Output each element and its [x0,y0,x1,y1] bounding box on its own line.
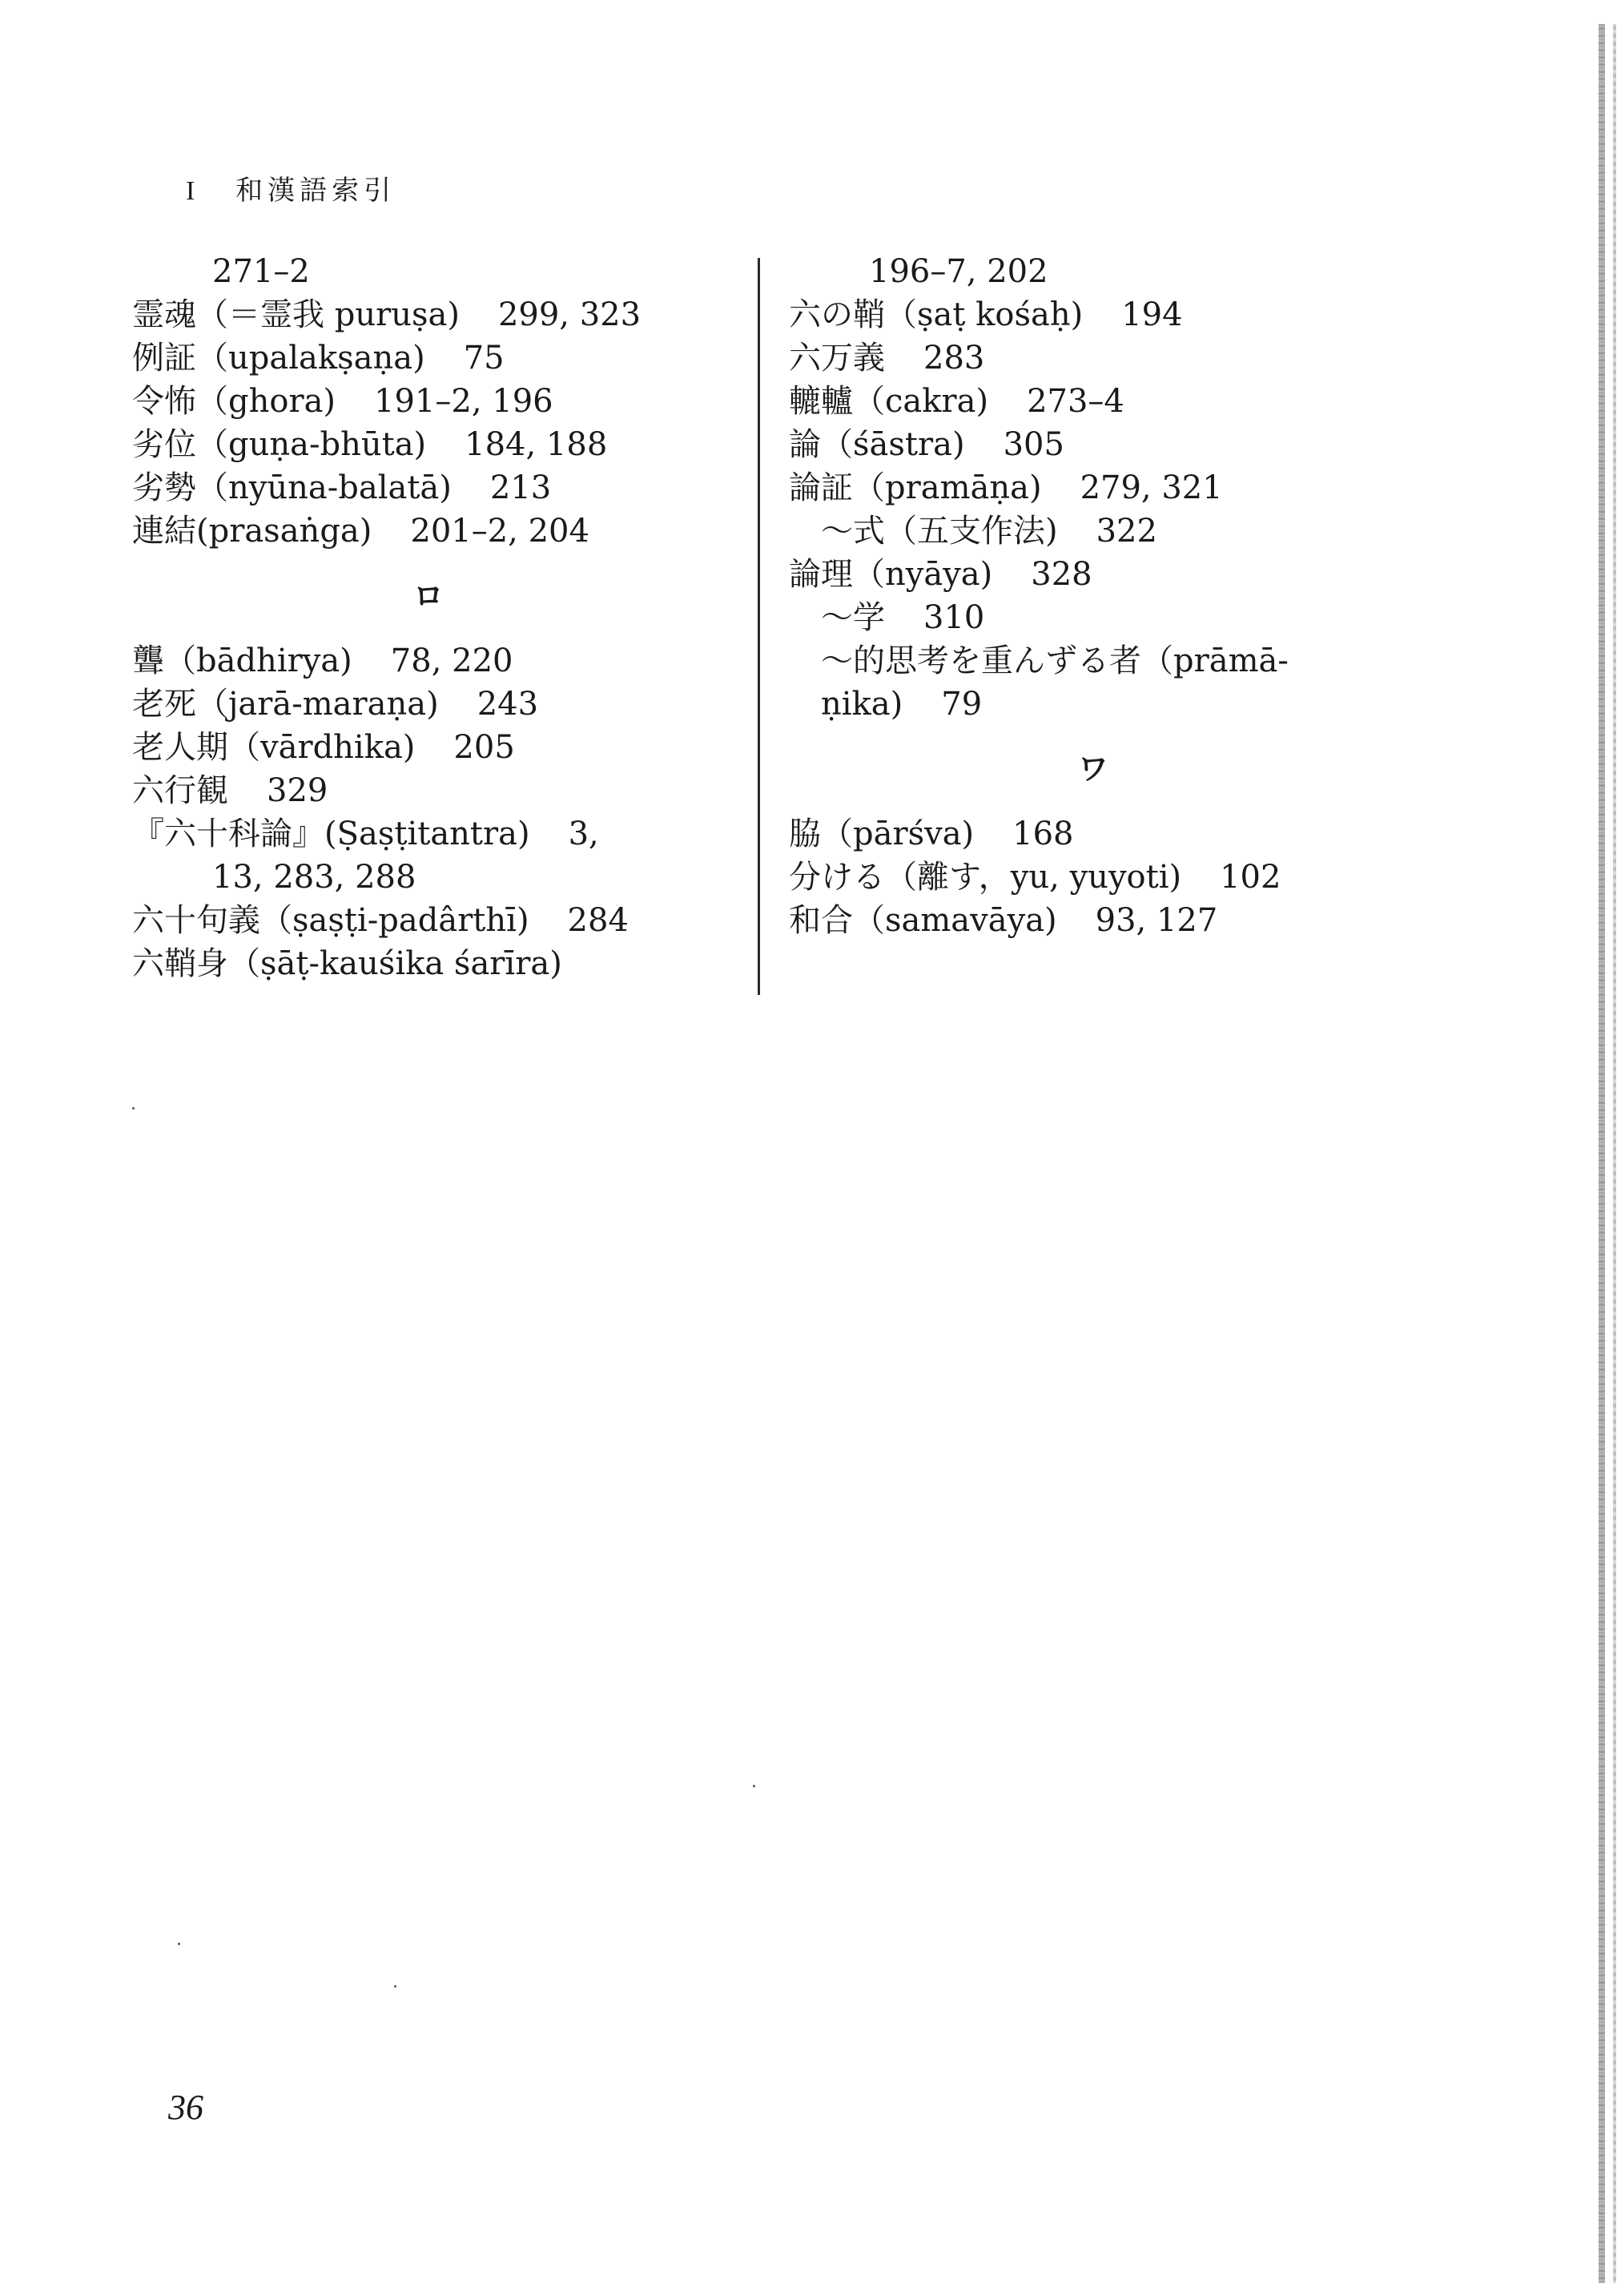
index-entry [789,596,1510,639]
index-entry [132,639,749,683]
index-term: ～学 [821,599,885,636]
index-entry [132,250,749,293]
index-entry [132,380,749,423]
index-entry [789,899,1510,942]
section-heading: ワ [1077,751,1108,787]
index-term: 196–7, 202 [869,253,1048,290]
index-term: 令怖（ghora) [132,383,336,420]
column-divider [758,258,760,995]
index-page-refs: 310 [923,599,985,636]
index-entry [132,899,749,942]
index-entry [789,856,1510,899]
page-number: 36 [168,2088,203,2127]
index-term: 霊魂（＝霊我 puruṣa) [132,296,460,333]
index-term: 六十句義（ṣaṣṭi-padârthī) [132,902,529,939]
index-column-left [132,250,749,985]
index-term: 『六十科論』(Ṣaṣṭitantra) [132,816,530,852]
index-term: 六万義 [789,340,885,377]
index-entry [132,812,749,856]
index-term: 六鞘身（ṣāṭ-kauśika śarīra) [132,945,562,982]
index-page-refs: 93, 127 [1095,902,1218,939]
index-term: 聾（bādhirya) [132,642,352,679]
index-entry [789,466,1510,510]
index-entry [132,466,749,510]
index-entry [789,553,1510,596]
index-entry [789,380,1510,423]
header-volume: I [186,176,200,206]
index-term: 分ける（離す，yu, yuyoti) [789,859,1182,896]
index-term: 老死（jarā-maraṇa) [132,686,439,723]
index-page-refs: 201–2, 204 [410,513,589,550]
index-term: 論（śāstra) [789,426,965,463]
index-entry [132,942,749,985]
index-term: 劣位（guṇa-bhūta) [132,426,427,463]
index-page-refs: 205 [453,729,515,766]
index-page-refs: 168 [1012,816,1074,852]
index-page-refs: 102 [1220,859,1281,896]
index-page-refs: 283 [923,340,985,377]
index-term: 13, 283, 288 [212,859,416,896]
scan-speck [753,1785,755,1787]
index-page-refs: 75 [463,340,505,377]
index-term: ～的思考を重んずる者（prāmā- [821,642,1289,679]
index-term: 老人期（vārdhika) [132,729,416,766]
index-term: ṇika) [821,686,903,723]
index-term: 論証（pramāṇa) [789,469,1042,506]
index-page-refs: 3, [568,816,599,852]
index-term: 六の鞘（ṣaṭ kośaḥ) [789,296,1084,333]
index-page-refs: 243 [477,686,539,723]
scan-edge [1599,24,1605,2283]
index-page-refs: 213 [489,469,552,506]
index-page-refs: 299, 323 [497,296,642,333]
scan-speck [132,1107,135,1110]
index-term: ～式（五支作法) [821,513,1058,550]
index-entry [789,812,1510,856]
index-page-refs: 305 [1003,426,1064,463]
index-entry [132,856,749,899]
index-page-refs: 328 [1031,556,1092,593]
index-column-right [789,250,1510,942]
index-term: 連結(prasaṅga) [132,513,372,550]
index-entry [132,769,749,812]
index-term: 例証（upalakṣaṇa) [132,340,425,377]
index-term: 轆轤（cakra) [789,383,989,420]
index-entry [789,683,1510,726]
index-page-refs: 78, 220 [390,642,513,679]
index-page-refs: 191–2, 196 [374,383,553,420]
index-page-refs: 79 [941,686,983,723]
index-entry [132,683,749,726]
index-entry [132,293,749,336]
index-page-refs: 279, 321 [1080,469,1223,506]
index-page-refs: 329 [267,772,328,809]
running-header [186,168,396,207]
index-page-refs: 284 [567,902,629,939]
index-entry [789,293,1510,336]
index-page-refs: 184, 188 [465,426,608,463]
index-term: 和合（samavāya) [789,902,1057,939]
scan-speck [178,1943,180,1945]
index-entry [789,336,1510,380]
index-entry [789,250,1510,293]
index-term: 劣勢（nyūna-balatā) [132,469,452,506]
index-entry [789,639,1510,683]
section-heading: ロ [412,578,444,614]
index-entry [132,336,749,380]
index-entry [789,510,1510,553]
index-page-refs: 273–4 [1027,383,1124,420]
index-entry [132,423,749,466]
index-term: 六行観 [132,772,228,809]
scan-speck [394,1985,396,1988]
index-entry [132,510,749,553]
index-page-refs: 322 [1096,513,1157,550]
index-page-refs: 194 [1121,296,1183,333]
scan-edge-inner [1613,24,1616,2283]
header-title: 和漢語索引 [235,175,396,207]
index-term: 論理（nyāya) [789,556,993,593]
index-term: 271–2 [212,253,310,290]
index-term: 脇（pārśva) [789,816,975,852]
index-entry [789,423,1510,466]
index-entry [132,726,749,769]
